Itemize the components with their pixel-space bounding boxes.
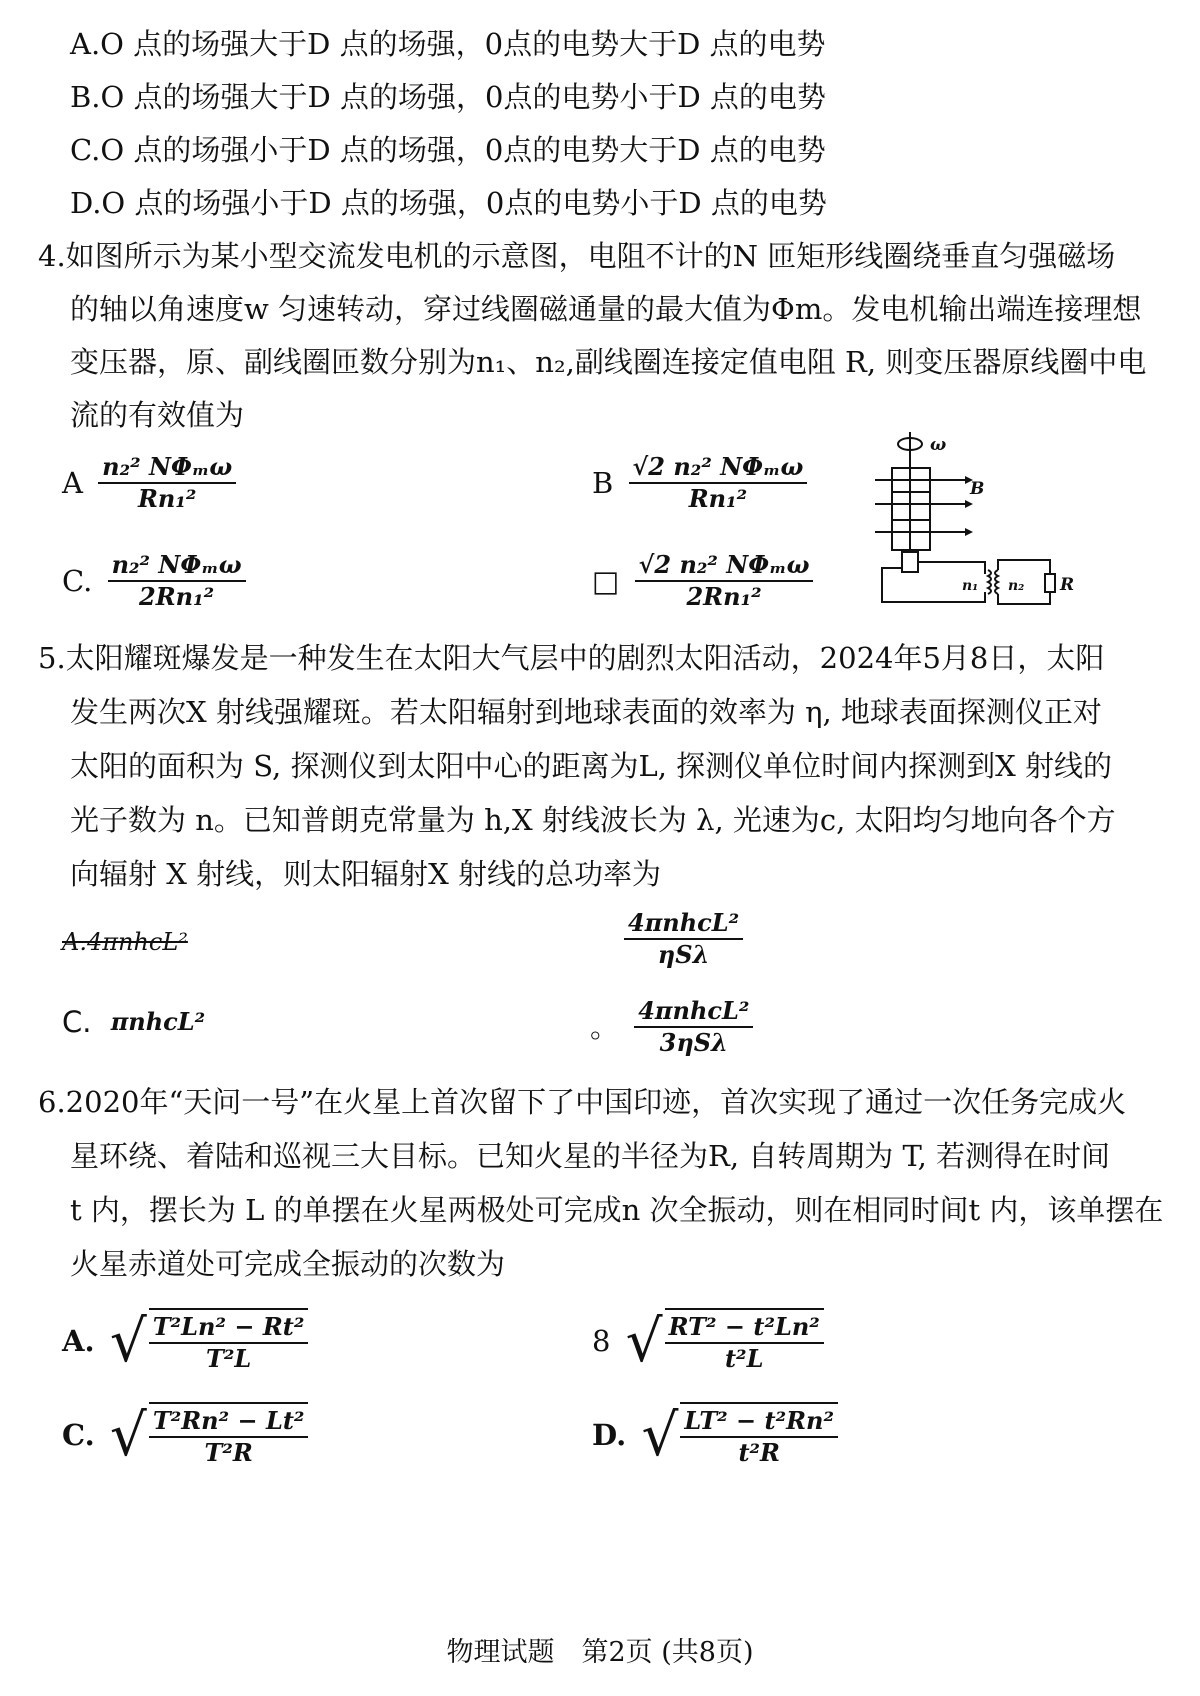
formula: $\frac{\text{√2 n₂² NΦₘω}}{\text{2Rn₁²}}$ bbox=[635, 550, 814, 612]
sqrt-formula: √ $\frac{\text{LT² − t²Rn²}}{\text{t²R}}$ bbox=[641, 1402, 838, 1468]
q5-option-d bbox=[590, 996, 753, 1058]
q4-line-1: 4.如图所示为某小型交流发电机的示意图，电阻不计的N 匝矩形线圈绕垂直匀强磁场 bbox=[38, 239, 1116, 273]
formula: $\frac{\text{n₂² NΦₘω}}{\text{2Rn₁²}}$ bbox=[108, 550, 246, 612]
q4-option-d bbox=[592, 550, 813, 612]
q4-line-2: 的轴以角速度w 匀速转动，穿过线圈磁通量的最大值为Φm。发电机输出端连接理想 bbox=[70, 292, 1142, 326]
option-label: B bbox=[592, 466, 614, 500]
q5-option-b bbox=[624, 908, 743, 970]
q5-line-4: 光子数为 n。已知普朗克常量为 h,X 射线波长为 λ, 光速为c, 太阳均匀地向各个方 bbox=[70, 803, 1116, 837]
resistor bbox=[1045, 574, 1055, 592]
primary-coil bbox=[988, 570, 991, 594]
secondary-coil bbox=[995, 570, 998, 594]
option-label: 。 bbox=[590, 1010, 620, 1044]
q3-option-a: A.O 点的场强大于D 点的场强，0点的电势大于D 点的电势 bbox=[70, 27, 826, 61]
q5-option-c bbox=[62, 1000, 209, 1042]
q6-line-3: t 内，摆长为 L 的单摆在火星两极处可完成n 次全振动，则在相同时间t 内，该单摆在 bbox=[70, 1193, 1164, 1227]
n2-label: n₂ bbox=[1008, 578, 1025, 594]
q5-line-3: 太阳的面积为 S, 探测仪到太阳中心的距离为L, 探测仪单位时间内探测到X 射线的 bbox=[70, 749, 1113, 783]
n1-label: n₁ bbox=[962, 578, 979, 594]
option-label: A bbox=[62, 466, 83, 500]
option-label: A. bbox=[62, 1324, 95, 1358]
resistor-label: R bbox=[1060, 575, 1075, 595]
q3-option-c: C.O 点的场强小于D 点的场强，0点的电势大于D 点的电势 bbox=[70, 133, 826, 167]
formula: $\frac{\text{4πnhcL²}}{\text{ηSλ}}$ bbox=[624, 908, 743, 970]
page-footer: 物理试题 第2页 (共8页) bbox=[446, 1637, 754, 1668]
field-label: B bbox=[970, 479, 985, 499]
slip-ring bbox=[902, 552, 918, 572]
option-label: D. bbox=[592, 1418, 627, 1452]
formula: πnhcL² bbox=[110, 1007, 206, 1036]
sqrt-formula: √ $\frac{\text{T²Rn² − Lt²}}{\text{T²R}}$ bbox=[110, 1402, 309, 1468]
formula: $\frac{\text{√2 n₂² NΦₘω}}{\text{Rn₁²}}$ bbox=[629, 452, 808, 514]
q5-option-a: A.4πnhcL² bbox=[62, 928, 188, 956]
omega-label: ω bbox=[930, 435, 947, 455]
q3-option-d: D.O 点的场强小于D 点的场强，0点的电势小于D 点的电势 bbox=[70, 186, 827, 220]
q6-option-d bbox=[592, 1402, 838, 1468]
q4-option-b bbox=[592, 452, 807, 514]
q5-line-5: 向辐射 X 射线，则太阳辐射X 射线的总功率为 bbox=[70, 857, 661, 891]
option-label: 8 bbox=[592, 1324, 611, 1358]
generator-transformer-figure bbox=[870, 432, 1090, 622]
q6-line-2: 星环绕、着陆和巡视三大目标。已知火星的半径为R, 自转周期为 T, 若测得在时间 bbox=[70, 1139, 1111, 1173]
arrow-icon bbox=[965, 500, 973, 508]
sqrt-formula: √ $\frac{\text{T²Ln² − Rt²}}{\text{T²L}}$ bbox=[110, 1308, 309, 1374]
q4-line-4: 流的有效值为 bbox=[70, 398, 245, 432]
sqrt-formula: √ $\frac{\text{RT² − t²Ln²}}{\text{t²L}}$ bbox=[626, 1308, 824, 1374]
formula: $\frac{\text{n₂² NΦₘω}}{\text{Rn₁²}}$ bbox=[98, 452, 236, 514]
q4-line-3: 变压器，原、副线圈匝数分别为n₁、n₂,副线圈连接定值电阻 R, 则变压器原线圈中电 bbox=[70, 345, 1147, 379]
q6-option-b bbox=[592, 1308, 824, 1374]
q6-line-4: 火星赤道处可完成全振动的次数为 bbox=[70, 1247, 506, 1281]
option-label: C. bbox=[62, 1418, 95, 1452]
option-label: C. bbox=[62, 564, 93, 598]
q6-line-1: 6.2020年“天问一号”在火星上首次留下了中国印迹，首次实现了通过一次任务完成火 bbox=[38, 1085, 1127, 1119]
q4-option-c bbox=[62, 550, 246, 612]
q4-option-a bbox=[62, 452, 236, 514]
option-label: □ bbox=[592, 564, 620, 598]
q5-line-1: 5.太阳耀斑爆发是一种发生在太阳大气层中的剧烈太阳活动，2024年5月8日，太阳 bbox=[38, 641, 1105, 675]
formula: $\frac{\text{4πnhcL²}}{\text{3ηSλ}}$ bbox=[634, 996, 753, 1058]
q5-line-2: 发生两次X 射线强耀斑。若太阳辐射到地球表面的效率为 η, 地球表面探测仪正对 bbox=[70, 695, 1102, 729]
q6-option-a bbox=[62, 1308, 308, 1374]
q6-option-c bbox=[62, 1402, 308, 1468]
option-label: C. bbox=[62, 1005, 92, 1039]
q3-option-b: B.O 点的场强大于D 点的场强，0点的电势小于D 点的电势 bbox=[70, 80, 826, 114]
arrow-icon bbox=[965, 528, 973, 536]
